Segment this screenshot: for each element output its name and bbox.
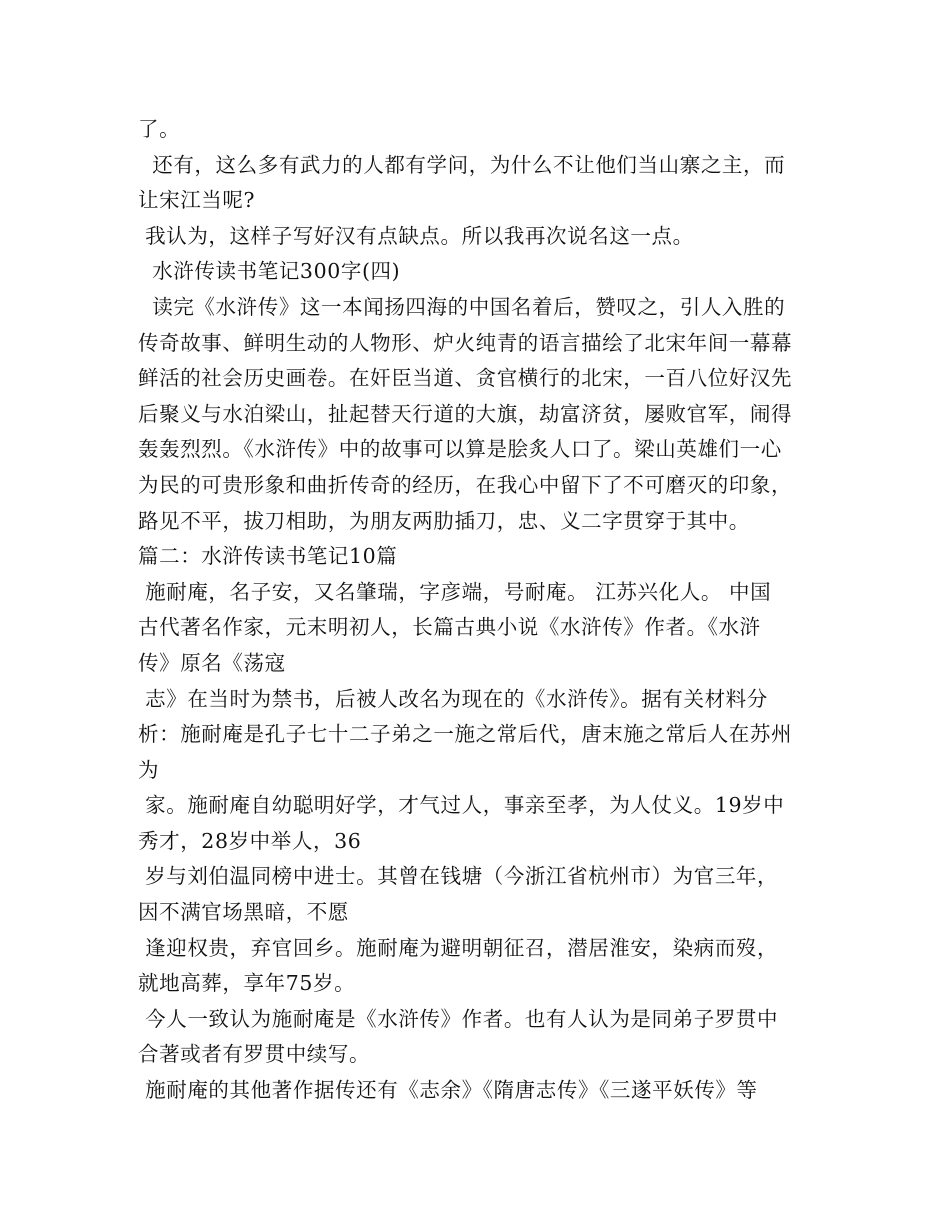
text-line: 了。 [138,117,181,141]
text-line: 今人一致认为施耐庵是《水浒传》作者。也有人认为是同弟子罗贯中 [138,1006,779,1031]
text-line: 轰轰烈烈。《水浒传》中的故事可以算是脍炙人口了。梁山英雄们一心 [138,437,782,462]
text-line: 析：施耐庵是孔子七十二子弟之一施之常后代，唐末施之常后人在苏州 [138,722,793,747]
text-line: 后聚义与水泊梁山，扯起替天行道的大旗，劫富济贫，屡败官军，闹得 [138,401,793,426]
text-line: 家。施耐庵自幼聪明好学，才气过人，事亲至孝，为人仗义。19岁中 [138,793,785,818]
text-line: 施耐庵，名子安，又名肇瑞，字彦端，号耐庵。 江苏兴化人。 中国 [138,579,772,604]
text-line: 让宋江当呢? [138,188,256,213]
text-line: 为民的可贵形象和曲折传奇的经历，在我心中留下了不可磨灭的印象， [138,472,793,497]
text-line: 志》在当时为禁书，后被人改名为现在的《水浒传》。据有关材料分 [138,686,768,711]
text-line: 合著或者有罗贯中续写。 [138,1042,371,1067]
text-line: 为 [138,757,160,782]
text-line: 古代著名作家，元末明初人，长篇古典小说《水浒传》作者。《水浒 [138,615,761,640]
body-text [138,112,818,1109]
text-line: 路见不平，拔刀相助，为朋友两肋插刀，忠、义二字贯穿于其中。 [138,508,750,533]
text-line: 逢迎权贵，弃官回乡。施耐庵为避明朝征召，潜居淮安，染病而歿， [138,935,779,960]
text-line: 还有，这么多有武力的人都有学问，为什么不让他们当山寨之主，而 [138,152,786,177]
text-line: 读完《水浒传》这一本闻扬四海的中国名着后，赞叹之，引人入胜的 [138,294,786,319]
text-line: 施耐庵的其他著作据传还有《志余》《隋唐志传》《三遂平妖传》等 [138,1078,758,1103]
text-line: 秀才，28岁中举人，36 [138,828,362,853]
text-line: 我认为，这样子写好汉有点缺点。所以我再次说名这一点。 [138,223,694,248]
text-line: 岁与刘伯温同榜中进士。其曾在钱塘（今浙江省杭州市）为官三年， [138,864,779,889]
text-line: 传奇故事、鲜明生动的人物形、炉火纯青的语言描绘了北宋年间一幕幕 [138,330,793,355]
text-line: 鲜活的社会历史画卷。在奸臣当道、贪官横行的北宋，一百八位好汉先 [138,366,793,391]
section-heading: 篇二：水浒传读书笔记10篇 [138,544,398,569]
text-line: 就地高葬，享年75岁。 [138,971,356,996]
text-line: 因不满官场黑暗，不愿 [138,900,349,925]
text-line: 传》原名《荡寇 [138,650,286,675]
section-heading: 水浒传读书笔记300字(四) [138,259,401,284]
